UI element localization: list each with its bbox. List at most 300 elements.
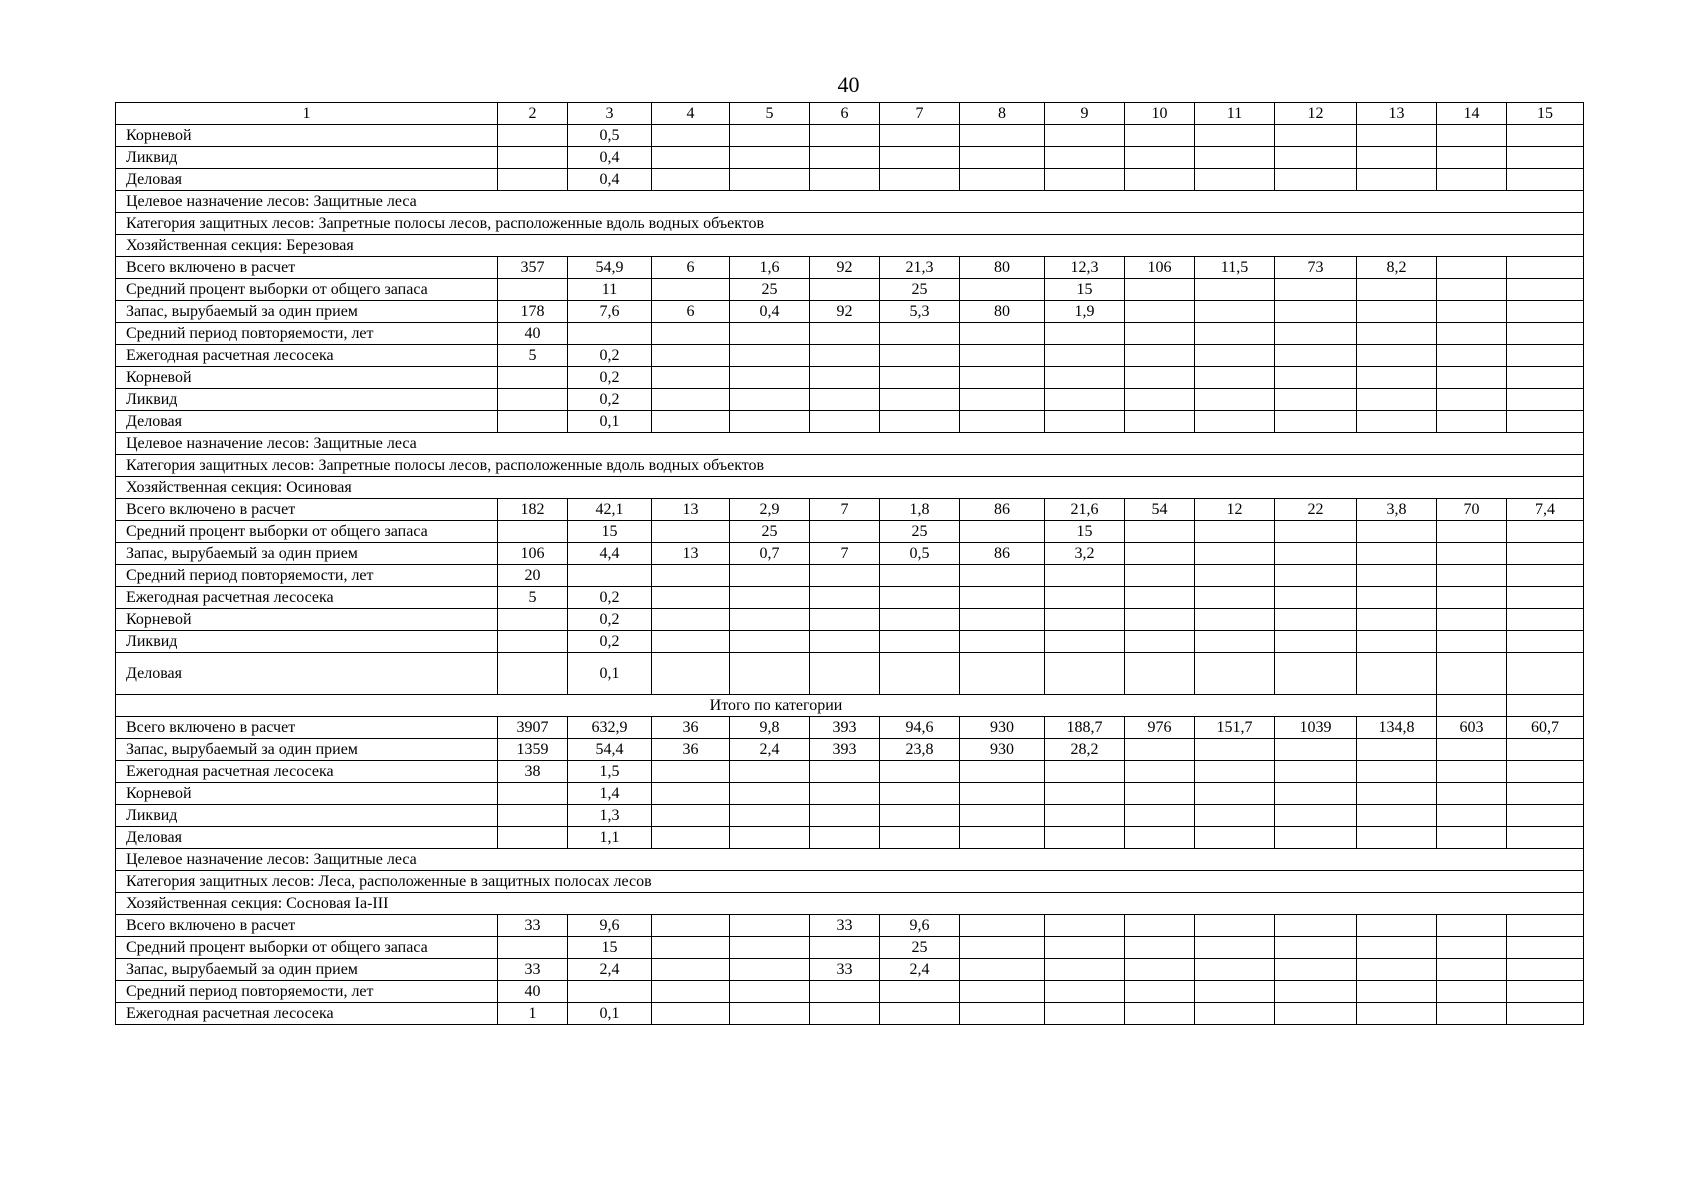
table-cell: 28,2 — [1045, 739, 1125, 761]
table-cell: 86 — [960, 543, 1045, 565]
table-cell — [960, 279, 1045, 301]
table-cell — [1045, 367, 1125, 389]
table-cell — [1437, 543, 1507, 565]
table-cell — [880, 345, 960, 367]
table-cell — [1357, 411, 1437, 433]
row-label: Деловая — [116, 653, 498, 695]
table-cell — [498, 279, 568, 301]
table-cell — [730, 587, 810, 609]
header-cell: 2 — [498, 103, 568, 125]
table-cell — [568, 323, 652, 345]
table-cell: 976 — [1125, 717, 1195, 739]
table-cell: 25 — [880, 279, 960, 301]
table-cell — [960, 827, 1045, 849]
table-cell — [810, 147, 880, 169]
table-cell — [1125, 301, 1195, 323]
table-cell — [1437, 915, 1507, 937]
table-cell — [730, 981, 810, 1003]
table-cell — [1437, 587, 1507, 609]
table-cell — [652, 915, 730, 937]
table-cell — [960, 981, 1045, 1003]
table-cell — [730, 653, 810, 695]
table-cell: 1,8 — [880, 499, 960, 521]
table-row — [116, 125, 1584, 147]
section-heading: Целевое назначение лесов: Защитные леса — [116, 433, 1584, 455]
table-cell: 357 — [498, 257, 568, 279]
table-cell — [1437, 367, 1507, 389]
table-cell — [730, 915, 810, 937]
table-cell: 0,1 — [568, 411, 652, 433]
table-cell: 13 — [652, 499, 730, 521]
table-cell — [730, 367, 810, 389]
table-cell — [1045, 631, 1125, 653]
table-cell — [1507, 257, 1584, 279]
table-cell — [1045, 653, 1125, 695]
table-cell: 21,6 — [1045, 499, 1125, 521]
table-cell — [1195, 653, 1275, 695]
table-cell — [960, 367, 1045, 389]
table-cell — [1507, 981, 1584, 1003]
table-cell — [880, 805, 960, 827]
table-cell: 15 — [568, 937, 652, 959]
table-cell — [960, 345, 1045, 367]
table-cell: 393 — [810, 739, 880, 761]
table-cell: 3,8 — [1357, 499, 1437, 521]
table-cell: 178 — [498, 301, 568, 323]
category-total-heading: Итого по категории — [116, 695, 1437, 717]
table-cell — [1437, 783, 1507, 805]
table-cell — [1507, 389, 1584, 411]
table-cell — [1437, 389, 1507, 411]
table-cell — [810, 805, 880, 827]
table-cell: 5,3 — [880, 301, 960, 323]
table-cell — [880, 761, 960, 783]
table-cell — [1275, 147, 1357, 169]
table-cell — [1045, 609, 1125, 631]
table-cell — [730, 565, 810, 587]
table-cell — [1357, 587, 1437, 609]
row-label: Запас, вырубаемый за один прием — [116, 739, 498, 761]
table-cell: 9,6 — [880, 915, 960, 937]
table-cell — [1195, 169, 1275, 191]
table-cell — [810, 367, 880, 389]
table-cell — [1357, 959, 1437, 981]
header-cell: 15 — [1507, 103, 1584, 125]
table-cell — [1125, 827, 1195, 849]
table-cell — [652, 959, 730, 981]
table-cell — [498, 389, 568, 411]
table-cell — [498, 609, 568, 631]
table-cell: 2,4 — [730, 739, 810, 761]
table-cell — [1507, 587, 1584, 609]
table-cell — [960, 389, 1045, 411]
table-cell: 0,2 — [568, 389, 652, 411]
table-cell — [810, 389, 880, 411]
table-cell — [1507, 279, 1584, 301]
row-label: Корневой — [116, 783, 498, 805]
header-cell: 4 — [652, 103, 730, 125]
table-cell: 25 — [880, 521, 960, 543]
table-cell — [1125, 125, 1195, 147]
table-cell — [1195, 981, 1275, 1003]
table-cell: 182 — [498, 499, 568, 521]
table-cell: 0,4 — [730, 301, 810, 323]
table-cell — [1437, 609, 1507, 631]
table-cell — [960, 521, 1045, 543]
table-cell: 1,4 — [568, 783, 652, 805]
row-label: Ежегодная расчетная лесосека — [116, 761, 498, 783]
table-cell: 0,1 — [568, 653, 652, 695]
table-cell — [652, 411, 730, 433]
table-cell — [1437, 981, 1507, 1003]
row-label: Средний процент выборки от общего запаса — [116, 279, 498, 301]
table-cell — [880, 169, 960, 191]
table-cell — [1437, 521, 1507, 543]
table-cell — [1125, 739, 1195, 761]
table-cell: 1359 — [498, 739, 568, 761]
header-cell: 5 — [730, 103, 810, 125]
table-cell — [1125, 609, 1195, 631]
section-heading: Хозяйственная секция: Березовая — [116, 235, 1584, 257]
table-cell — [652, 937, 730, 959]
table-cell — [1195, 609, 1275, 631]
table-cell — [960, 959, 1045, 981]
table-cell — [1125, 169, 1195, 191]
row-label: Ежегодная расчетная лесосека — [116, 1003, 498, 1025]
table-cell — [1045, 959, 1125, 981]
table-cell — [810, 981, 880, 1003]
table-cell — [1275, 565, 1357, 587]
table-cell: 106 — [1125, 257, 1195, 279]
table-cell — [498, 805, 568, 827]
table-cell — [1045, 587, 1125, 609]
table-cell — [1357, 739, 1437, 761]
table-cell — [1045, 1003, 1125, 1025]
table-cell — [960, 761, 1045, 783]
table-cell — [810, 1003, 880, 1025]
table-cell — [960, 147, 1045, 169]
table-cell — [652, 323, 730, 345]
table-cell: 80 — [960, 257, 1045, 279]
table-cell: 0,2 — [568, 631, 652, 653]
table-cell: 7 — [810, 543, 880, 565]
table-cell — [1507, 937, 1584, 959]
section-row — [116, 191, 1584, 213]
table-cell: 54 — [1125, 499, 1195, 521]
table-cell — [1437, 695, 1507, 717]
table-cell — [1125, 783, 1195, 805]
table-cell — [1125, 521, 1195, 543]
table-row — [116, 653, 1584, 695]
table-cell — [810, 411, 880, 433]
table-row — [116, 587, 1584, 609]
table-cell: 0,5 — [880, 543, 960, 565]
table-cell — [498, 125, 568, 147]
table-cell — [960, 125, 1045, 147]
table-cell — [1507, 411, 1584, 433]
table-cell — [730, 937, 810, 959]
table-cell: 930 — [960, 739, 1045, 761]
table-cell — [1437, 739, 1507, 761]
table-cell: 22 — [1275, 499, 1357, 521]
table-row — [116, 959, 1584, 981]
table-cell — [810, 521, 880, 543]
section-row — [116, 455, 1584, 477]
table-cell — [1357, 345, 1437, 367]
table-cell — [1275, 609, 1357, 631]
table-cell — [1275, 279, 1357, 301]
table-row — [116, 631, 1584, 653]
table-cell — [652, 279, 730, 301]
table-cell — [1437, 301, 1507, 323]
section-row — [116, 477, 1584, 499]
header-cell: 6 — [810, 103, 880, 125]
table-cell — [1507, 125, 1584, 147]
table-cell — [880, 323, 960, 345]
table-cell — [1275, 543, 1357, 565]
table-cell — [652, 125, 730, 147]
table-cell — [1437, 631, 1507, 653]
table-cell — [880, 389, 960, 411]
table-cell — [1195, 915, 1275, 937]
table-cell — [1275, 301, 1357, 323]
section-row — [116, 871, 1584, 893]
table-cell — [1357, 805, 1437, 827]
table-cell — [1437, 411, 1507, 433]
table-cell — [1125, 631, 1195, 653]
table-cell — [1195, 389, 1275, 411]
table-cell — [652, 631, 730, 653]
table-cell — [1275, 631, 1357, 653]
table-cell — [1195, 631, 1275, 653]
row-label: Деловая — [116, 411, 498, 433]
table-row — [116, 937, 1584, 959]
table-cell: 6 — [652, 257, 730, 279]
table-cell: 15 — [568, 521, 652, 543]
table-cell — [1275, 587, 1357, 609]
table-cell — [730, 169, 810, 191]
table-cell — [730, 959, 810, 981]
table-cell: 11 — [568, 279, 652, 301]
row-label: Средний процент выборки от общего запаса — [116, 521, 498, 543]
header-cell: 3 — [568, 103, 652, 125]
row-label: Ликвид — [116, 805, 498, 827]
table-cell: 2,9 — [730, 499, 810, 521]
table-cell: 0,2 — [568, 345, 652, 367]
table-cell: 6 — [652, 301, 730, 323]
table-cell — [880, 367, 960, 389]
table-cell — [960, 915, 1045, 937]
table-row — [116, 389, 1584, 411]
row-label: Деловая — [116, 169, 498, 191]
table-cell — [1195, 937, 1275, 959]
table-cell — [652, 783, 730, 805]
table-cell — [1125, 345, 1195, 367]
table-cell — [810, 827, 880, 849]
table-cell — [1045, 411, 1125, 433]
table-cell — [1045, 565, 1125, 587]
row-label: Ежегодная расчетная лесосека — [116, 345, 498, 367]
header-cell: 12 — [1275, 103, 1357, 125]
table-body — [116, 125, 1584, 1025]
table-cell — [652, 1003, 730, 1025]
table-cell: 54,4 — [568, 739, 652, 761]
section-heading: Категория защитных лесов: Леса, расположенные в защитных полосах лесов — [116, 871, 1584, 893]
table-cell — [1195, 805, 1275, 827]
table-row — [116, 301, 1584, 323]
table-cell — [1357, 367, 1437, 389]
table-cell — [1437, 169, 1507, 191]
table-cell — [1507, 805, 1584, 827]
table-cell — [1125, 279, 1195, 301]
row-label: Ликвид — [116, 631, 498, 653]
table-cell — [1507, 739, 1584, 761]
table-cell — [1275, 827, 1357, 849]
table-row — [116, 521, 1584, 543]
table-cell: 92 — [810, 257, 880, 279]
table-row — [116, 543, 1584, 565]
table-cell: 94,6 — [880, 717, 960, 739]
table-cell — [1437, 257, 1507, 279]
table-cell — [1125, 411, 1195, 433]
table-cell: 33 — [498, 915, 568, 937]
table-cell — [1125, 653, 1195, 695]
table-cell — [1275, 367, 1357, 389]
table-cell — [1357, 521, 1437, 543]
table-cell — [880, 1003, 960, 1025]
table-cell — [1195, 521, 1275, 543]
table-cell: 9,8 — [730, 717, 810, 739]
table-cell — [1125, 1003, 1195, 1025]
row-label: Ежегодная расчетная лесосека — [116, 587, 498, 609]
table-row — [116, 257, 1584, 279]
table-cell — [1275, 323, 1357, 345]
table-cell: 60,7 — [1507, 717, 1584, 739]
header-cell: 13 — [1357, 103, 1437, 125]
table-cell — [1275, 389, 1357, 411]
table-cell — [1195, 543, 1275, 565]
table-cell — [960, 937, 1045, 959]
table-cell — [880, 587, 960, 609]
row-label: Корневой — [116, 125, 498, 147]
table-cell — [1195, 783, 1275, 805]
table-cell — [960, 565, 1045, 587]
table-cell — [1195, 279, 1275, 301]
table-cell — [1357, 147, 1437, 169]
table-cell — [1195, 565, 1275, 587]
section-heading: Категория защитных лесов: Запретные полосы лесов, расположенные вдоль водных объектов — [116, 455, 1584, 477]
table-cell — [498, 653, 568, 695]
row-label: Средний период повторяемости, лет — [116, 565, 498, 587]
table-cell — [1045, 761, 1125, 783]
header-cell: 7 — [880, 103, 960, 125]
table-cell — [1045, 389, 1125, 411]
table-row — [116, 367, 1584, 389]
table-cell: 1,1 — [568, 827, 652, 849]
table-cell — [652, 389, 730, 411]
table-cell — [1507, 1003, 1584, 1025]
table-cell — [1045, 125, 1125, 147]
table-cell — [1275, 805, 1357, 827]
table-cell — [1125, 959, 1195, 981]
table-cell — [498, 169, 568, 191]
table-row — [116, 981, 1584, 1003]
table-cell: 33 — [498, 959, 568, 981]
table-cell — [1045, 805, 1125, 827]
row-label: Деловая — [116, 827, 498, 849]
table-cell — [1275, 125, 1357, 147]
table-cell — [498, 631, 568, 653]
table-cell — [880, 981, 960, 1003]
section-row — [116, 849, 1584, 871]
table-row — [116, 783, 1584, 805]
table-cell — [568, 981, 652, 1003]
section-heading: Целевое назначение лесов: Защитные леса — [116, 849, 1584, 871]
table-cell — [1507, 169, 1584, 191]
table-cell — [652, 147, 730, 169]
table-cell — [960, 411, 1045, 433]
table-cell — [652, 521, 730, 543]
table-cell — [880, 411, 960, 433]
table-cell: 40 — [498, 981, 568, 1003]
table-cell — [1507, 827, 1584, 849]
forest-calculation-table — [115, 102, 1584, 1025]
table-cell — [1045, 783, 1125, 805]
table-cell: 3907 — [498, 717, 568, 739]
table-cell — [730, 125, 810, 147]
table-cell — [1357, 323, 1437, 345]
table-cell — [1275, 937, 1357, 959]
table-cell — [730, 761, 810, 783]
table-cell: 70 — [1437, 499, 1507, 521]
table-cell — [1195, 345, 1275, 367]
table-cell — [1275, 169, 1357, 191]
table-cell — [1357, 827, 1437, 849]
table-cell: 4,4 — [568, 543, 652, 565]
table-cell: 8,2 — [1357, 257, 1437, 279]
category-total-row — [116, 695, 1584, 717]
table-cell — [1437, 1003, 1507, 1025]
table-cell — [1195, 147, 1275, 169]
table-cell — [1357, 169, 1437, 191]
table-cell — [1357, 543, 1437, 565]
table-cell — [1045, 937, 1125, 959]
table-cell: 106 — [498, 543, 568, 565]
table-cell — [810, 761, 880, 783]
table-row — [116, 1003, 1584, 1025]
table-cell — [1275, 981, 1357, 1003]
table-cell — [1045, 169, 1125, 191]
table-cell: 33 — [810, 959, 880, 981]
table-cell — [1437, 323, 1507, 345]
table-row — [116, 345, 1584, 367]
table-cell — [730, 805, 810, 827]
table-cell — [960, 631, 1045, 653]
section-heading: Целевое назначение лесов: Защитные леса — [116, 191, 1584, 213]
table-row — [116, 565, 1584, 587]
table-cell — [1357, 783, 1437, 805]
table-cell: 21,3 — [880, 257, 960, 279]
table-cell: 393 — [810, 717, 880, 739]
row-label: Всего включено в расчет — [116, 717, 498, 739]
header-cell: 9 — [1045, 103, 1125, 125]
table-cell — [1507, 565, 1584, 587]
table-cell — [1357, 761, 1437, 783]
table-cell: 930 — [960, 717, 1045, 739]
table-cell — [960, 805, 1045, 827]
table-cell — [1125, 761, 1195, 783]
table-cell: 0,1 — [568, 1003, 652, 1025]
